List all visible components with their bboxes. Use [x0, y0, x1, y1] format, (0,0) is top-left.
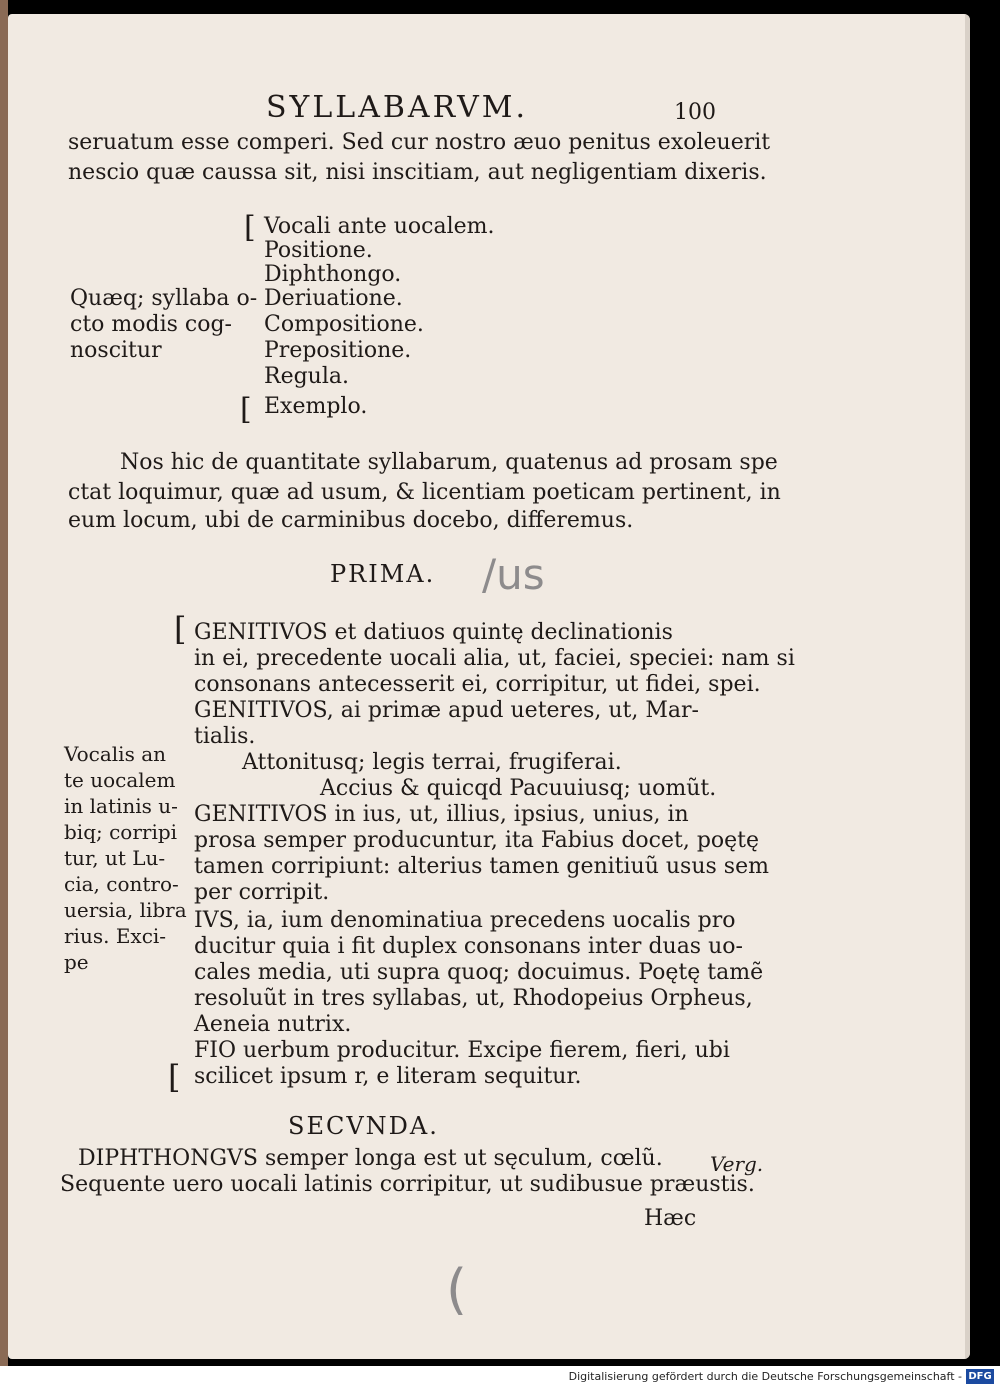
scheme-label-line: Quæq; syllaba o- — [70, 286, 258, 311]
paragraph-line: Nos hic de quantitate syllabarum, quatenus ad prosam spe — [120, 450, 778, 475]
scheme-label-line: cto modis cog- — [70, 312, 232, 337]
side-note-line: pe — [64, 950, 89, 974]
prima-line: scilicet ipsum r, e literam sequitur. — [194, 1064, 582, 1089]
running-head: SYLLABARVM. — [266, 90, 529, 125]
margin-note: Verg. — [710, 1152, 764, 1176]
prima-line: GENITIVOS et datiuos quintę declinationis — [194, 620, 673, 645]
side-note-line: te uocalem — [64, 768, 176, 792]
scheme-label-line: noscitur — [70, 338, 162, 363]
prima-line: IVS, ia, ium denominatiua precedens uocalis pro — [194, 908, 736, 933]
prima-line: Aeneia nutrix. — [194, 1012, 352, 1037]
prima-line: ducitur quia i fit duplex consonans inter duas uo- — [194, 934, 743, 959]
prima-line: tialis. — [194, 724, 256, 749]
scheme-item: Regula. — [264, 364, 349, 389]
brace-top: [ — [244, 210, 256, 245]
prima-line: in ei, precedente uocali alia, ut, faciei, speciei: nam si — [194, 646, 795, 671]
prima-line: cales media, uti supra quoq; docuimus. Poętę tamẽ — [194, 960, 764, 985]
scheme-item: Vocali ante uocalem. — [264, 214, 495, 239]
section-heading-prima: PRIMA. — [330, 560, 436, 588]
scheme-item: Compositione. — [264, 312, 424, 337]
side-note-line: in latinis u- — [64, 794, 178, 818]
scheme-item: Diphthongo. — [264, 262, 402, 287]
pencil-mark: ( — [446, 1258, 468, 1321]
prima-verse: Attonitusq; legis terrai, frugiferai. — [242, 750, 622, 775]
paragraph-line: eum locum, ubi de carminibus docebo, differemus. — [68, 508, 634, 533]
side-note-line: Vocalis an — [64, 742, 166, 766]
scheme-item: Prepositione. — [264, 338, 412, 363]
prima-line: per corripit. — [194, 880, 330, 905]
prima-verse: Accius & quicqd Pacuuiusq; uomũt. — [320, 776, 717, 801]
prima-line: GENITIVOS, ai primæ apud ueteres, ut, Mar- — [194, 698, 699, 723]
secunda-line: Sequente uero uocali latinis corripitur, ut sudibusue præustis. — [60, 1172, 755, 1197]
book-edge — [0, 0, 8, 1389]
side-note-line: rius. Exci- — [64, 924, 167, 948]
side-note-line: biq; corripi — [64, 820, 178, 844]
prima-line: tamen corripiunt: alterius tamen genitiuũ usus sem — [194, 854, 769, 879]
section-heading-secunda: SECVNDA. — [288, 1112, 439, 1140]
intro-line: seruatum esse comperi. Sed cur nostro æuo penitus exoleuerit — [68, 130, 771, 155]
brace-bottom: [ — [240, 392, 252, 427]
scheme-item: Positione. — [264, 238, 373, 263]
scheme-item: Exemplo. — [264, 394, 368, 419]
brace-bottom: [ — [168, 1058, 181, 1096]
footer-bar — [0, 1366, 1000, 1389]
catchword: Hæc — [644, 1206, 697, 1231]
page-number: 100 — [674, 100, 716, 125]
side-note-line: tur, ut Lu- — [64, 846, 166, 870]
intro-line: nescio quæ caussa sit, nisi inscitiam, aut negligentiam dixeris. — [68, 160, 767, 185]
pencil-annotation: /us — [482, 550, 545, 599]
dfg-logo: DFG — [966, 1369, 994, 1384]
prima-line: prosa semper producuntur, ita Fabius docet, poętę — [194, 828, 760, 853]
prima-line: FIO uerbum producitur. Excipe fierem, fieri, ubi — [194, 1038, 730, 1063]
prima-line: resoluũt in tres syllabas, ut, Rhodopeius Orpheus, — [194, 986, 753, 1011]
page-edge — [965, 14, 970, 1359]
scheme-item: Deriuatione. — [264, 286, 403, 311]
side-note-line: uersia, libra — [64, 898, 187, 922]
paragraph-line: ctat loquimur, quæ ad usum, & licentiam poeticam pertinent, in — [68, 480, 781, 505]
book-page — [8, 14, 970, 1359]
brace-top: [ — [174, 610, 187, 648]
side-note-line: cia, contro- — [64, 872, 179, 896]
secunda-line: DIPHTHONGVS semper longa est ut sęculum, cœlũ. — [78, 1146, 663, 1171]
prima-line: GENITIVOS in ius, ut, illius, ipsius, unius, in — [194, 802, 689, 827]
footer-credit: Digitalisierung gefördert durch die Deutsche Forschungsgemeinschaft - — [568, 1370, 962, 1383]
prima-line: consonans antecesserit ei, corripitur, ut fidei, spei. — [194, 672, 761, 697]
